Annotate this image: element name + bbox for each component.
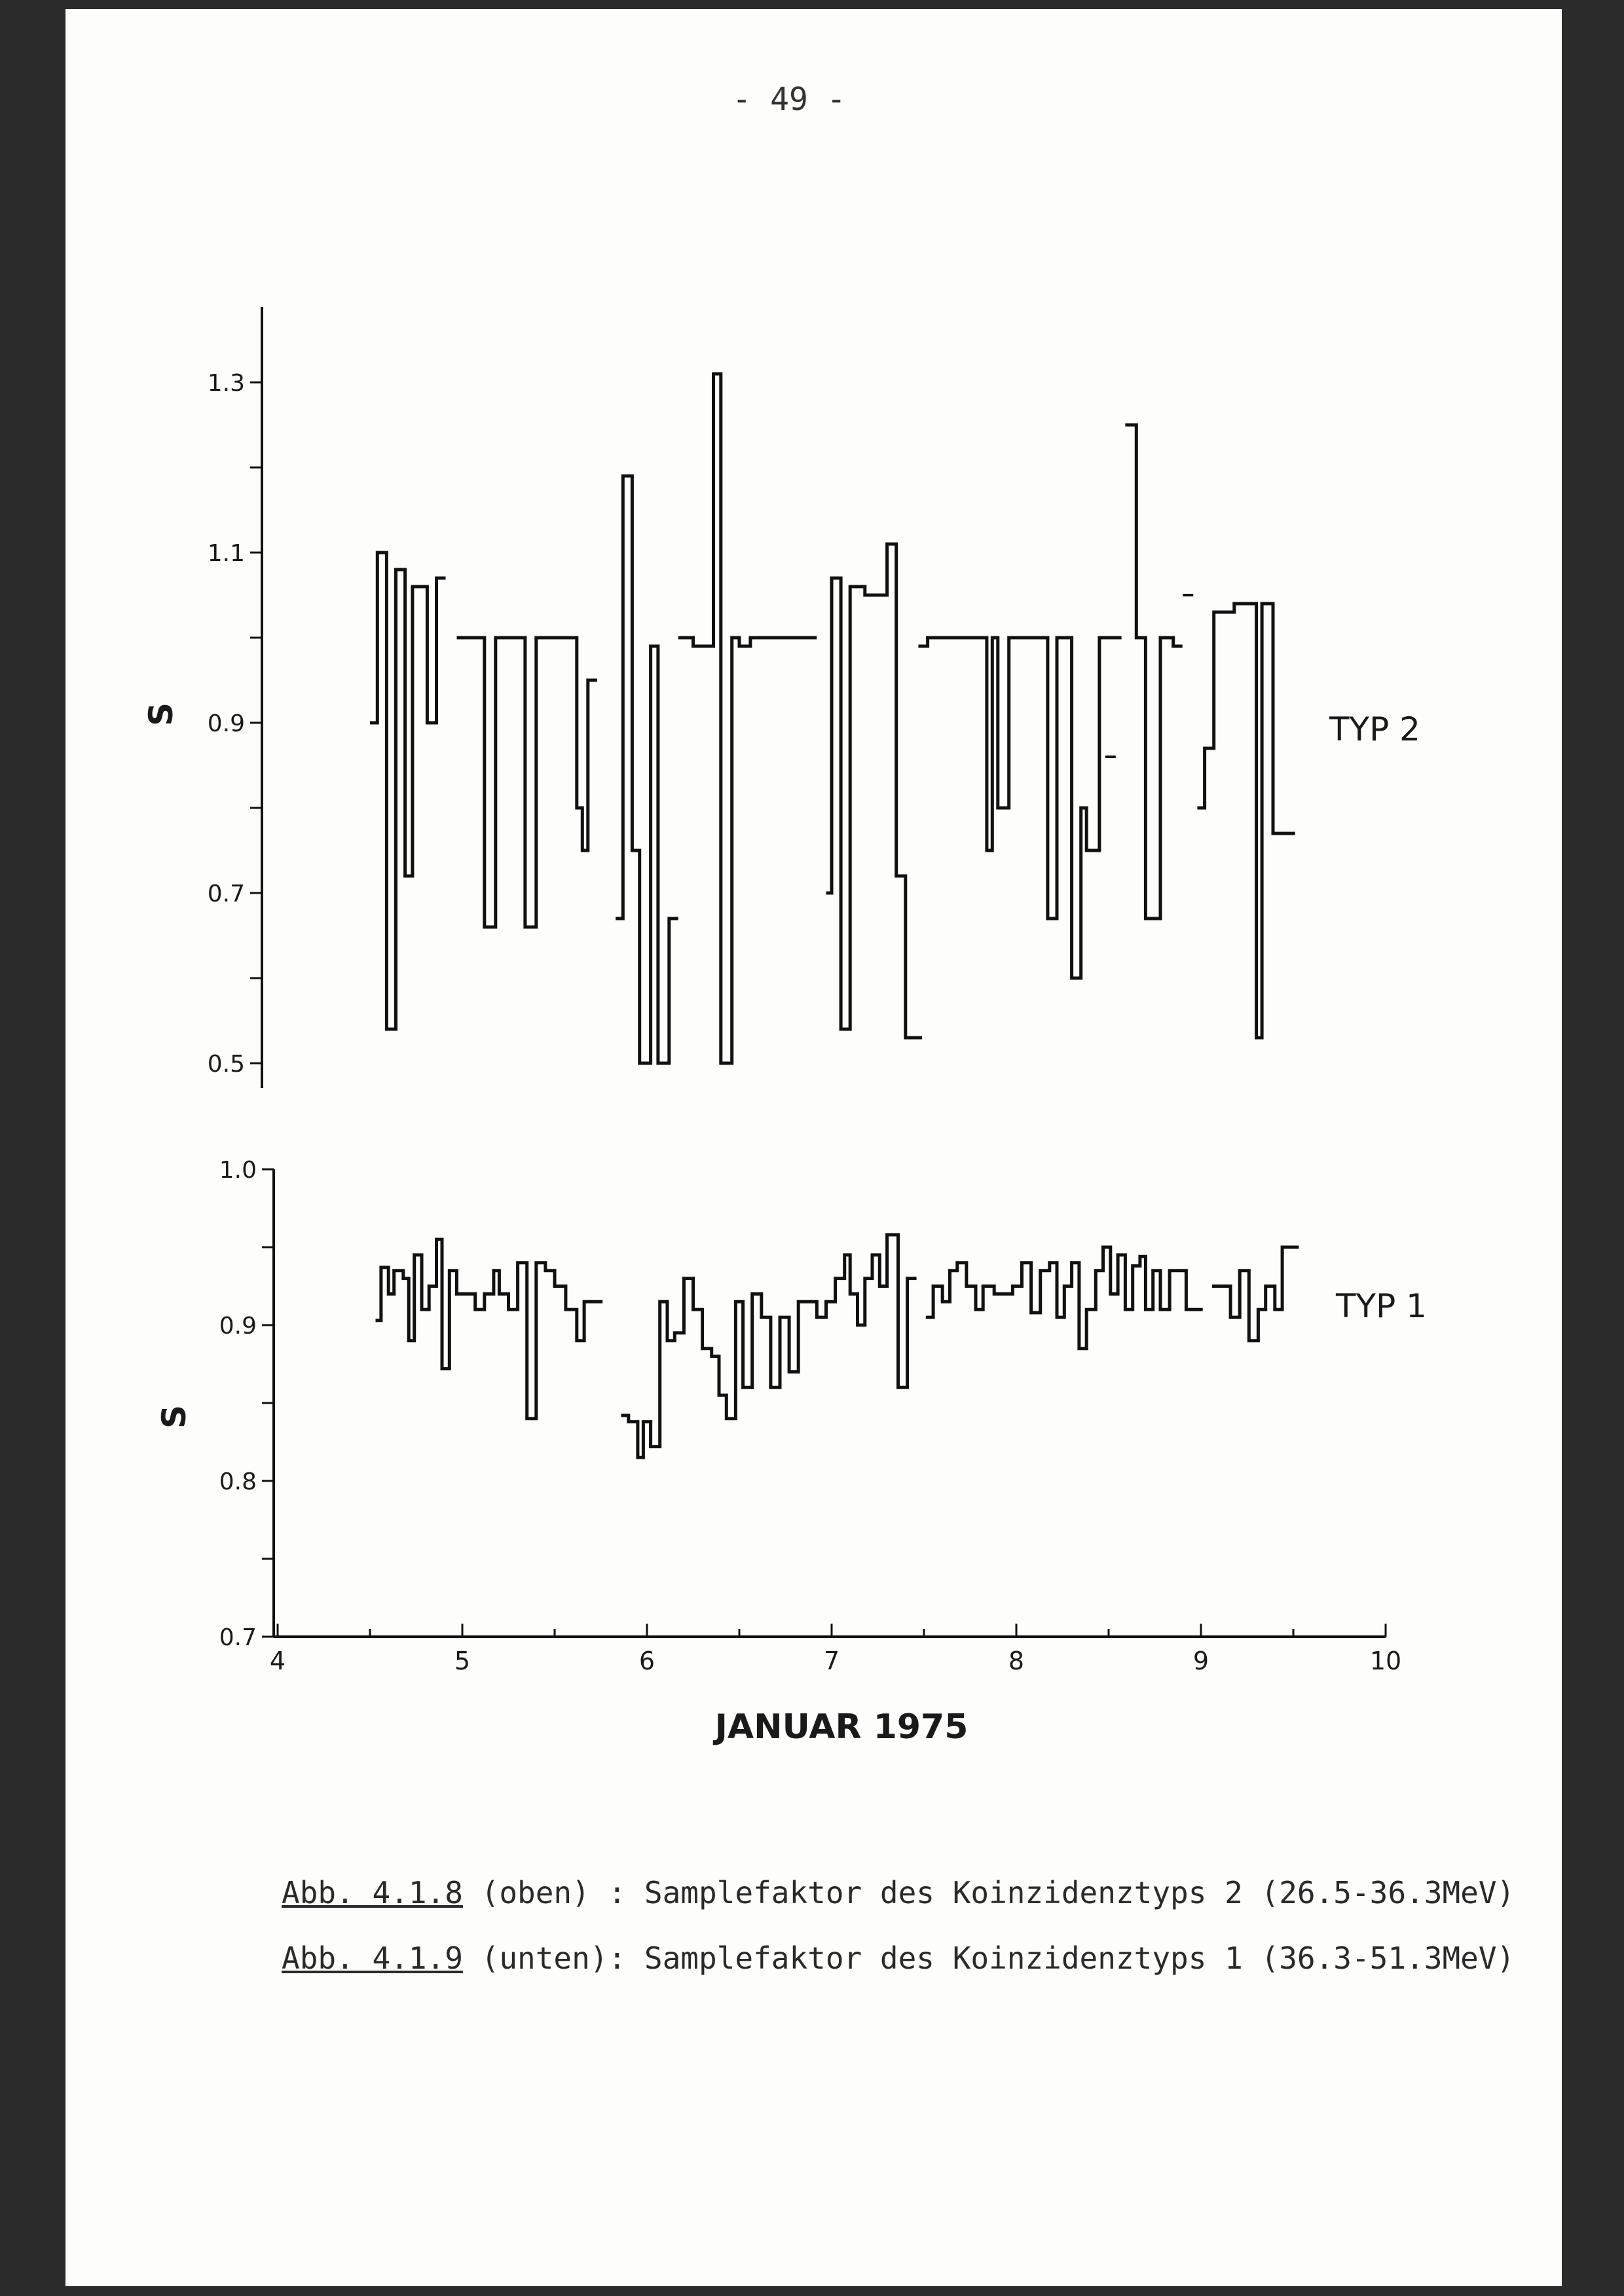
series-line [616, 476, 678, 1063]
caption-ref: Abb. 4.1.8 [282, 1875, 463, 1910]
chart-typ1 [155, 1157, 1427, 1747]
chart-typ2 [142, 307, 1420, 1088]
series-line [370, 553, 446, 1029]
y-tick-label: 0.9 [219, 1313, 257, 1339]
series-line [1212, 1247, 1299, 1341]
y-tick-label: 1.1 [207, 540, 245, 567]
y-axis-label: S [142, 702, 180, 727]
series-label: TYP 2 [1329, 710, 1420, 748]
series-line [621, 1235, 917, 1457]
y-tick-label: 0.5 [207, 1051, 245, 1078]
series-line [678, 374, 817, 1063]
series-line [376, 1239, 603, 1419]
y-tick-label: 0.9 [207, 710, 245, 737]
caption-abb-4-1-8 [282, 1875, 1515, 1910]
caption-abb-4-1-9 [282, 1941, 1515, 1976]
x-tick-label: 5 [454, 1647, 471, 1675]
series-line [1125, 425, 1182, 919]
x-tick-label: 6 [638, 1647, 655, 1675]
x-tick-label: 4 [269, 1647, 286, 1675]
series-label: TYP 1 [1336, 1287, 1427, 1325]
caption-ref: Abb. 4.1.9 [282, 1941, 463, 1976]
series-line [457, 638, 597, 927]
y-tick-label: 1.0 [219, 1157, 257, 1184]
page-sheet [65, 9, 1562, 2286]
x-axis-label: JANUAR 1975 [714, 1707, 969, 1747]
x-tick-label: 8 [1008, 1647, 1025, 1675]
x-tick-label: 9 [1192, 1647, 1209, 1675]
series-line [926, 1247, 1203, 1349]
caption-text: (oben) : Samplefaktor des Koinzidenztyps 2 (26.5-36.3MeV) [462, 1875, 1515, 1910]
page-number: - 49 - [732, 81, 846, 118]
y-tick-label: 0.8 [219, 1468, 257, 1495]
series-line [1197, 604, 1295, 1038]
series-line [919, 638, 1122, 978]
series-line [826, 544, 923, 1038]
y-tick-label: 0.7 [207, 881, 245, 907]
caption-text: (unten): Samplefaktor des Koinzidenztyps 1 (36.3-51.3MeV) [462, 1941, 1515, 1976]
x-tick-label: 10 [1369, 1647, 1402, 1675]
y-tick-label: 1.3 [207, 370, 245, 397]
y-axis-label: S [155, 1404, 193, 1429]
y-tick-label: 0.7 [219, 1624, 257, 1651]
x-tick-label: 7 [823, 1647, 840, 1675]
